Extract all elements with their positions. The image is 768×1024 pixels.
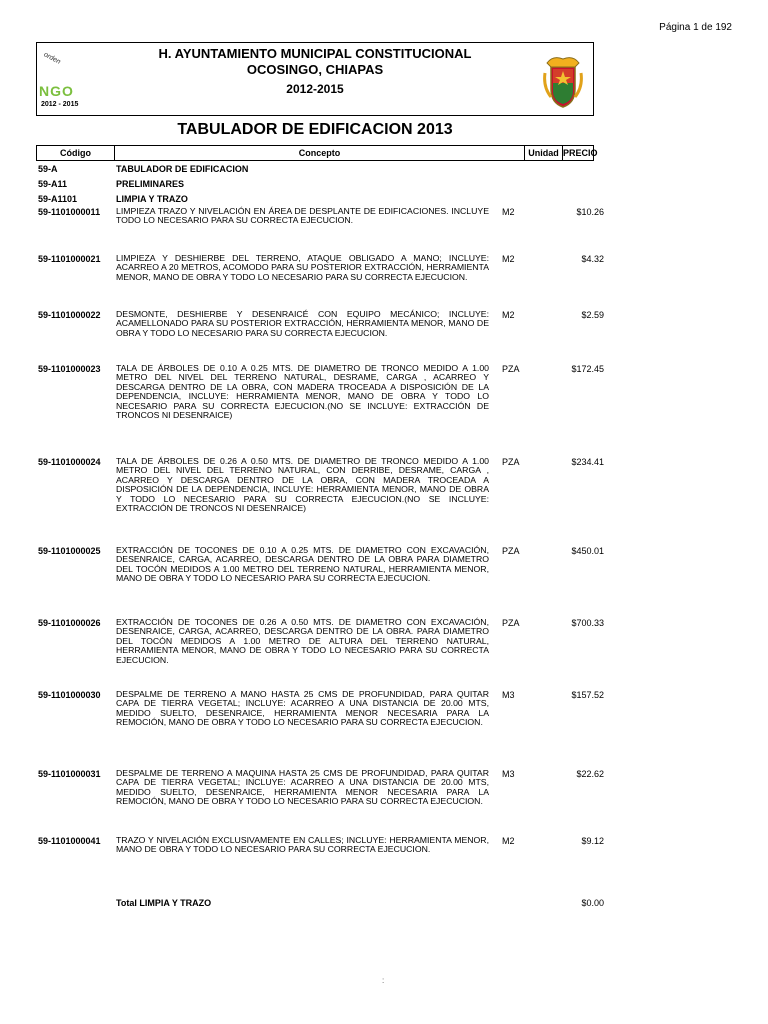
item-code: 59-1101000022 (38, 310, 101, 320)
column-header-concepto: Concepto (115, 146, 525, 160)
section-code: 59-A1101 (38, 194, 78, 204)
item-description: TALA DE ÁRBOLES DE 0.26 A 0.50 MTS. DE DIAMETRO DE TRONCO MEDIDO A 1.00 METRO DEL NIVEL DEL TERRENO NATURAL, CON DERRIBE, DESRAME, CARGA , ACARREO Y DESCARGA DENTRO DE LA OBRA, CON MADERA TROCEADA A DISPOSICIÓN DE LA DEPENDENCIA, INCLUYE: HERRAMIENTA MENOR, MANO DE OBRA Y TODO LO NECESARIO PARA SU CORRECTA EJECUCION.(NO SE INCLUYE: EXTRACCIÓN DE TRONCOS NI DESENRAICE) (116, 456, 489, 514)
header-line-1: H. AYUNTAMIENTO MUNICIPAL CONSTITUCIONAL (158, 46, 472, 61)
item-price: $22.62 (576, 769, 604, 779)
item-code: 59-1101000026 (38, 618, 101, 628)
item-price: $157.52 (571, 690, 604, 700)
column-header-precio: PRECIO (563, 148, 598, 158)
logo-text: NGO (39, 83, 74, 99)
header-line-3: 2012-2015 (286, 82, 344, 96)
column-header-codigo: Código (37, 146, 115, 160)
item-unit: M2 (502, 836, 515, 846)
logo-script-text: orden (42, 51, 62, 66)
item-price: $234.41 (571, 457, 604, 467)
item-unit: PZA (502, 618, 520, 628)
item-description: EXTRACCIÓN DE TOCONES DE 0.26 A 0.50 MTS. DE DIAMETRO CON EXCAVACIÓN, DESENRAICE, CARGA, ACARREO, DESCARGA DENTRO DE LA OBRA. PARA DIAMETRO DEL TOCÓN MEDIDOS A 1.00 METRO DE ALTURA DEL TERRENO NATURAL, HERRAMIENTA MENOR, MANO DE OBRA Y TODO LO NECESARIO PARA SU CORRECTA EJECUCION. (116, 617, 489, 665)
item-code: 59-1101000030 (38, 690, 101, 700)
item-price: $10.26 (576, 207, 604, 217)
item-description: EXTRACCIÓN DE TOCONES DE 0.10 A 0.25 MTS. DE DIAMETRO CON EXCAVACIÓN, DESENRAICE, CARGA, ACARREO, DESCARGA DENTRO DE LA OBRA PARA DIAMETRO DEL TOCÓN MEDIDOS A 1.00 METRO DEL TERRENO NATURAL, HERRAMIENTA MENOR, MANO DE OBRA Y TODO LO NECESARIO PARA SU CORRECTA EJECUCION. (116, 545, 489, 584)
section-code: 59-A11 (38, 179, 68, 189)
item-price: $4.32 (581, 254, 604, 264)
section-code: 59-A (38, 164, 58, 174)
header-line-2: OCOSINGO, CHIAPAS (246, 62, 384, 77)
item-description: DESMONTE, DESHIERBE Y DESENRAICÉ CON EQUIPO MECÁNICO; INCLUYE: ACAMELLONADO PARA SU POSTERIOR EXTRACCIÓN, HERRAMIENTA MENOR, MANO DE OBRA Y TODO LO NECESARIO PARA SU CORRECTA EJECUCION. (116, 309, 489, 338)
item-unit: M2 (502, 207, 515, 217)
item-price: $700.33 (571, 618, 604, 628)
item-code: 59-1101000023 (38, 364, 101, 374)
section-label: LIMPIA Y TRAZO (116, 194, 188, 204)
item-unit: M2 (502, 254, 515, 264)
total-label: Total LIMPIA Y TRAZO (116, 898, 212, 908)
footer-mark: : (382, 976, 385, 985)
coat-of-arms-icon (543, 53, 583, 109)
item-description: TRAZO Y NIVELACIÓN EXCLUSIVAMENTE EN CALLES; INCLUYE: HERRAMIENTA MENOR, MANO DE OBRA Y TODO LO NECESARIO PARA SU CORRECTA EJECUCION. (116, 835, 489, 855)
item-price: $172.45 (571, 364, 604, 374)
logo-years: 2012 - 2015 (41, 101, 79, 108)
item-description: TALA DE ÁRBOLES DE 0.10 A 0.25 MTS. DE DIAMETRO DE TRONCO MEDIDO A 1.00 METRO DEL NIVEL DEL TERRENO NATURAL, DESRAME, CARGA , ACARREO Y DESCARGA DENTRO DE LA OBRA, CON MADERA TROCEADA A DISPOSICIÓN DE LA DEPENDENCIA, INCLUYE: HERRAMIENTA MENOR, MANO DE OBRA Y TODO LO NECESARIO PARA SU CORRECTA EJECUCION.(NO SE INCLUYE: EXTRACCIÓN DE TRONCOS NI DESENRAICE) (116, 363, 489, 421)
item-code: 59-1101000021 (38, 254, 101, 264)
item-price: $9.12 (581, 836, 604, 846)
item-code: 59-1101000031 (38, 769, 101, 779)
item-description: LIMPIEZA TRAZO Y NIVELACIÓN EN ÁREA DE DESPLANTE DE EDIFICACIONES. INCLUYE TODO LO NECESARIO PARA SU CORRECTA EJECUCION. (116, 206, 489, 226)
item-unit: PZA (502, 364, 520, 374)
section-label: PRELIMINARES (116, 179, 185, 189)
item-unit: M3 (502, 690, 515, 700)
item-unit: M3 (502, 769, 515, 779)
table-header (36, 145, 598, 161)
item-price: $2.59 (581, 310, 604, 320)
page-number: Página 1 de 192 (659, 22, 732, 33)
total-value: $0.00 (581, 898, 604, 908)
section-label: TABULADOR DE EDIFICACION (116, 164, 249, 174)
document-header (36, 42, 594, 116)
item-unit: PZA (502, 457, 520, 467)
item-description: LIMPIEZA Y DESHIERBE DEL TERRENO, ATAQUE OBLIGADO A MANO; INCLUYE: ACARREO A 20 METROS, ACOMODO PARA SU POSTERIOR EXTRACCIÓN, HERRAMIENTA MENOR, MANO DE OBRA Y TODO LO NECESARIO PARA SU CORRECTA EJECUCION. (116, 253, 489, 282)
item-unit: PZA (502, 546, 520, 556)
item-code: 59-1101000024 (38, 457, 101, 467)
document-title: TABULADOR DE EDIFICACION 2013 (177, 121, 453, 138)
column-header-unidad: Unidad (525, 146, 563, 160)
header-titles (37, 46, 593, 97)
item-code: 59-1101000011 (38, 207, 101, 217)
item-description: DESPALME DE TERRENO A MANO HASTA 25 CMS DE PROFUNDIDAD, PARA QUITAR CAPA DE TIERRA VEGETAL; INCLUYE: ACARREO A UNA DISTANCIA DE 20.00 MTS, MEDIDO SUELTO, DESENRAICE, HERRAMIENTA MENOR NECESARIA PARA LA REMOCIÓN, MANO DE OBRA Y TODO LO NECESARIO PARA SU CORRECTA EJECUCION. (116, 689, 489, 728)
item-price: $450.01 (571, 546, 604, 556)
item-description: DESPALME DE TERRENO A MAQUINA HASTA 25 CMS DE PROFUNDIDAD, PARA QUITAR CAPA DE TIERRA VEGETAL; INCLUYE: ACARREO A UNA DISTANCIA DE 20.00 MTS, MEDIDO SUELTO, DESENRAICE, HERRAMIENTA MENOR NECESARIA PARA LA REMOCIÓN, MANO DE OBRA Y TODO LO NECESARIO PARA SU CORRECTA EJECUCION. (116, 768, 489, 807)
item-code: 59-1101000025 (38, 546, 101, 556)
item-code: 59-1101000041 (38, 836, 101, 846)
item-unit: M2 (502, 310, 515, 320)
